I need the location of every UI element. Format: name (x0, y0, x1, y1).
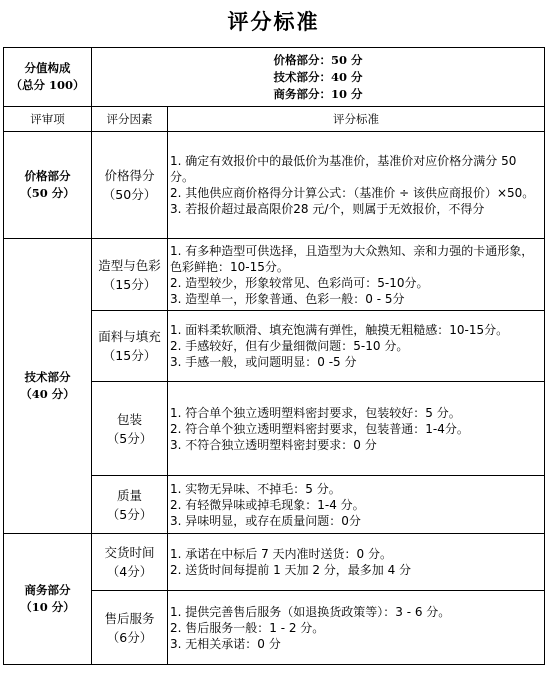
factor-score: （5分） (106, 430, 153, 446)
business-score: （10 分） (20, 600, 75, 614)
criteria-line: 2. 送货时间每提前 1 天加 2 分，最多加 4 分 (170, 563, 412, 577)
factor-name: 包装 (116, 411, 142, 427)
page-title: 评分标准 (227, 9, 320, 34)
criteria-line: 1. 有多种造型可供选择，且造型为大众熟知、亲和力强的卡通形象，色彩鲜艳：10-15分。 (170, 243, 534, 274)
tech-criteria (168, 311, 545, 382)
business-name: 商务部分 (24, 583, 71, 597)
tech-row-shape (4, 239, 545, 311)
tech-criteria (168, 382, 545, 476)
factor-name: 售后服务 (104, 610, 155, 626)
business-factor (92, 534, 168, 591)
criteria-line: 1. 符合单个独立透明塑料密封要求，包装较好：5 分。 (170, 405, 461, 420)
criteria-line: 1. 承诺在中标后 7 天内准时送货：0 分。 (170, 547, 392, 561)
criteria-line: 2. 售后服务一般：1 - 2 分。 (170, 620, 325, 635)
factor-name: 面料与填充 (98, 329, 161, 344)
composition-part: 价格部分：50 分 (273, 52, 363, 67)
factor-score: （5分） (106, 506, 153, 522)
criteria-line: 3. 若报价超过最高限价28 元/个，则属于无效报价，不得分 (170, 202, 485, 216)
factor-score: （15分） (102, 276, 157, 292)
header-row (4, 107, 545, 132)
criteria-line: 3. 手感一般，或问题明显：0 -5 分 (170, 355, 357, 369)
criteria-line: 2. 手感较好，但有少量细微问题：5-10 分。 (170, 339, 409, 353)
criteria-line: 1. 确定有效报价中的最低价为基准价，基准价对应价格分满分 50 分。 (170, 154, 517, 184)
factor-score: （4分） (106, 564, 153, 579)
composition-parts (92, 48, 545, 107)
criteria-line: 2. 其他供应商价格得分计算公式：（基准价 ÷ 该供应商报价）×50。 (170, 186, 535, 200)
price-factor (92, 132, 168, 239)
business-criteria (168, 591, 545, 665)
tech-name: 技术部分 (24, 370, 71, 384)
factor-score: （6分） (106, 629, 153, 645)
header-factor: 评分因素 (92, 107, 168, 132)
factor-name: 造型与色彩 (98, 257, 161, 273)
composition-total: （总分 100） (10, 78, 85, 92)
price-category (4, 132, 92, 239)
business-category (4, 534, 92, 665)
business-criteria (168, 534, 545, 591)
price-criteria (168, 132, 545, 239)
tech-factor (92, 476, 168, 534)
criteria-line: 2. 有轻微异味或掉毛现象：1-4 分。 (170, 497, 365, 512)
business-factor (92, 591, 168, 665)
tech-factor (92, 239, 168, 311)
tech-score: （40 分） (20, 387, 75, 401)
price-row (4, 132, 545, 239)
criteria-line: 1. 实物无异味、不掉毛：5 分。 (170, 481, 341, 496)
tech-factor (92, 311, 168, 382)
criteria-line: 3. 不符合独立透明塑料密封要求：0 分 (170, 437, 377, 452)
tech-criteria (168, 239, 545, 311)
business-row-delivery (4, 534, 545, 591)
factor-score: （15分） (102, 348, 157, 363)
tech-factor (92, 382, 168, 476)
price-score: （50 分） (20, 186, 75, 200)
composition-cell (4, 48, 92, 107)
factor-name: 价格得分 (104, 168, 155, 183)
header-item: 评审项 (4, 107, 92, 132)
criteria-line: 2. 符合单个独立透明塑料密封要求，包装普通：1-4分。 (170, 421, 469, 436)
factor-score: （50分） (102, 187, 157, 202)
criteria-line: 1. 提供完善售后服务（如退换货政策等）：3 - 6 分。 (170, 604, 451, 619)
criteria-line: 3. 异味明显，或存在质量问题：0分 (170, 513, 361, 528)
composition-row (4, 48, 545, 107)
tech-criteria (168, 476, 545, 534)
price-name: 价格部分 (24, 169, 71, 183)
criteria-line: 3. 造型单一，形象普通、色彩一般：0 - 5分 (170, 291, 405, 306)
composition-part: 技术部分：40 分 (273, 69, 363, 84)
criteria-line: 1. 面料柔软顺滑、填充饱满有弹性，触摸无粗糙感：10-15分。 (170, 323, 509, 337)
criteria-line: 2. 造型较少，形象较常见、色彩尚可：5-10分。 (170, 275, 429, 290)
criteria-line: 3. 无相关承诺：0 分 (170, 636, 281, 651)
scoring-table (3, 47, 545, 665)
factor-name: 质量 (116, 487, 142, 503)
composition-part: 商务部分：10 分 (273, 86, 363, 101)
factor-name: 交货时间 (104, 545, 155, 560)
composition-label: 分值构成 (24, 61, 71, 75)
tech-category (4, 239, 92, 534)
header-criteria: 评分标准 (168, 107, 545, 132)
